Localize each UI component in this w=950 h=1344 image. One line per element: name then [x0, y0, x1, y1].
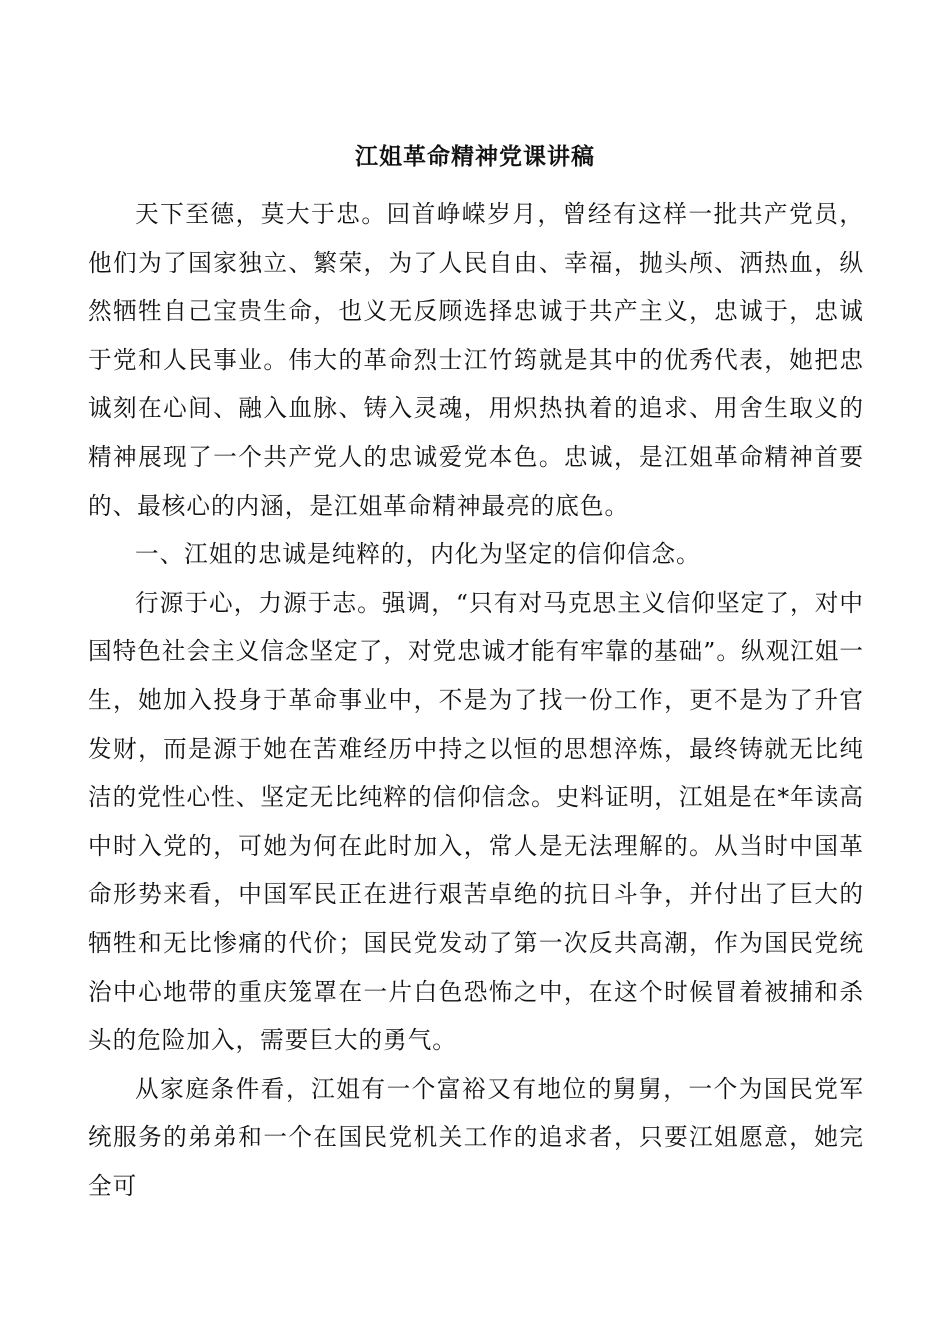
paragraph-intro: 天下至德，莫大于忠。回首峥嵘岁月，曾经有这样一批共产党员，他们为了国家独立、繁荣，为了人民自由、幸福，抛头颅、洒热血，纵然牺牲自己宝贵生命，也义无反顾选择忠诚于共产主义，忠诚于，忠诚于党和人民事业。伟大的革命烈士江竹筠就是其中的优秀代表，她把忠诚刻在心间、融入血脉、铸入灵魂，用炽热执着的追求、用舍生取义的精神展现了一个共产党人的忠诚爱党本色。忠诚，是江姐革命精神首要的、最核心的内涵，是江姐革命精神最亮的底色。 [88, 200, 864, 520]
document-body [88, 190, 864, 1210]
document-title: 江姐革命精神党课讲稿 [355, 144, 595, 170]
section-heading-1: 一、江姐的忠诚是纯粹的，内化为坚定的信仰信念。 [135, 540, 701, 569]
paragraph-section-1: 行源于心，力源于志。强调，“只有对马克思主义信仰坚定了，对中国特色社会主义信念坚定了，对党忠诚才能有牢靠的基础”。纵观江姐一生，她加入投身于革命事业中，不是为了找一份工作，更不是为了升官发财，而是源于她在苦难经历中持之以恒的思想淬炼，最终铸就无比纯洁的党性心性、坚定无比纯粹的信仰信念。史料证明，江姐是在*年读高中时入党的，可她为何在此时加入，常人是无法理解的。从当时中国革命形势来看，中国军民正在进行艰苦卓绝的抗日斗争，并付出了巨大的牺牲和无比惨痛的代价；国民党发动了第一次反共高潮，作为国民党统治中心地带的重庆笼罩在一片白色恐怖之中，在这个时候冒着被捕和杀头的危险加入，需要巨大的勇气。 [88, 588, 864, 1055]
paragraph-family: 从家庭条件看，江姐有一个富裕又有地位的舅舅，一个为国民党军统服务的弟弟和一个在国民党机关工作的追求者，只要江姐愿意，她完全可 [88, 1074, 864, 1200]
